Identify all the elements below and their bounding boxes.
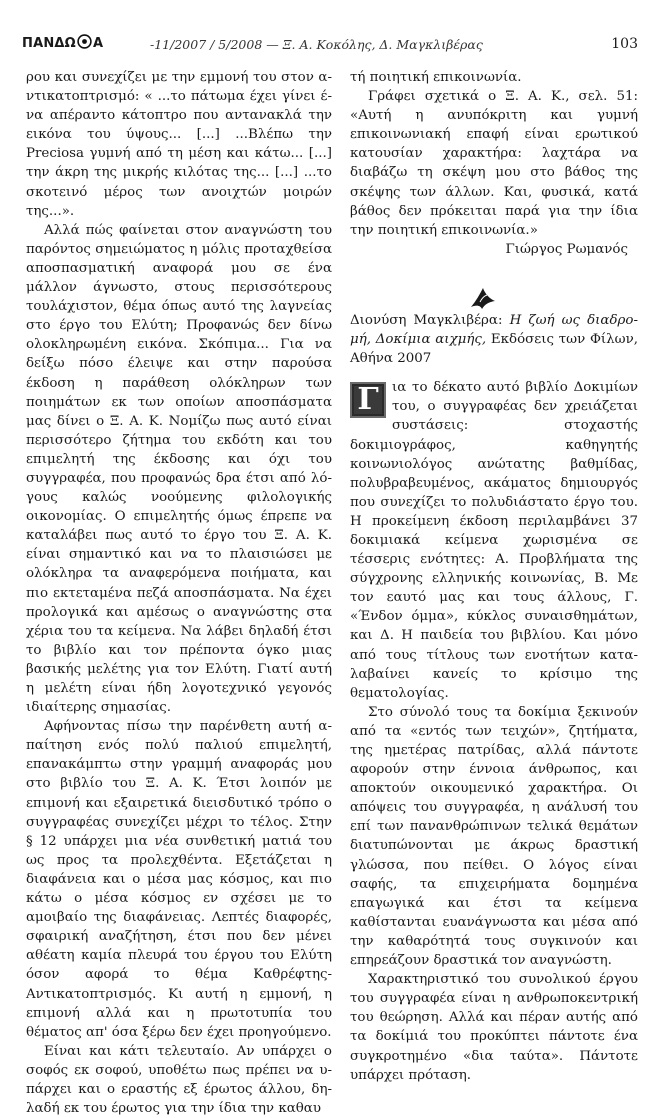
logo-circle-icon [77, 34, 92, 53]
book-title: Η ζωή ως διαδρομή, Δοκίμια αιχμής, [350, 312, 638, 348]
review-signature: Γιώργος Ρωμανός [505, 241, 628, 257]
left-column [26, 68, 332, 1118]
quote-paragraph: Γράφει σχετικά ο Ξ. Α. Κ., σελ. 51: «Αυτή η ανυπόκριτη και γυμνή επικοινωνιακή επαφή είναι ερωτικού κατουσίαν χαρακτήρα: λαχτάρα να διαβάζω τη σκέψη μου στο βάθος της σκέψης των άλλων. Και, φυσικά, κατά βάθος δεν πρόκειται παρά για την ίδια την ποιητική επικοινωνία.» [350, 89, 638, 238]
journal-logo [22, 34, 103, 53]
first-paragraph-text: ια το δέκατο αυτό βιβλίο Δοκιμίων του, ο συγγραφέας δεν χρειάζεται συστάσεις: στοχαστής δοκιμιογράφος, καθηγητής κοινωνιολόγος ανώτατης βαθμίδας, πολυβραβευμένος, ακάματος δημιουργός που συνεχίζει το πολυδιάστατο έργο του. Η προκείμενη έκδοση περιλαμβάνει 37 δοκιμιακά κείμενα χωρισμένα σε τέσσερις ενότητες: Α. Προβλήματα της σύγχρονης ελληνικής κοινωνίας, Β. Με τον εαυτό μας και τους άλλους, Γ. «Ένδον όμμα», κύκλος συναισθημάτων, και Δ. Η παιδεία του βιβλίου. Και μόνο από τους τίτλους των ενοτήτων καταλαβαίνει κανείς το κρίσιμο της θεματολογίας. [350, 380, 638, 701]
book-author: Διονύση Μαγκλιβέρα: [350, 312, 510, 328]
page-number: 103 [611, 36, 638, 52]
paragraph: Είναι και κάτι τελευταίο. Αν υπάρχει ο σοφός εκ σοφού, υποθέτω πως πρέπει να υπάρχει και ο εραστής εξ έρωτος άλλου, δηλαδή εκ του έρωτος για την ίδια την καθαυ [26, 1043, 332, 1117]
paragraph: ρου και συνεχίζει με την εμμονή του στον αντικατοπτρισμό: « ...το πάτωμα έχει γίνει ένα απέραντο κάτοπτρο που αντανακλά την εικόνα του ύψους... [...] ...Βλέπω την Preciosa γυμνή από τη μέση και κάτω... [...] την άκρη της μικρής κιλότας της... [...] ...το σκοτεινό μέρος των ανοιχτών μοιρών της...». [26, 70, 332, 219]
paragraph: Αλλά πώς φαίνεται στον αναγνώστη του παρόντος σημειώματος η μόλις προταχθείσα αποσπασματική αναφορά μου σε ένα μάλλον άγνωστο, στους περισσότερους τουλάχιστον, θέμα όπως αυτό της λαγνείας στο έργο του Ελύτη; Προφανώς δεν δίνω ολοκληρωμένη εικόνα. Σκόπιμα... Για να δείξω πόσο έλειψε και στην παρούσα έκδοση η παράθεση ολόκληρων των ποιημάτων εκ των οποίων αποσπάσματα μας δίνει ο Ξ. Α. Κ. Νομίζω πως αυτό είναι περισσότερο ζήτημα του εκδότη και του επιμελητή της έκδοσης και όχι του συγγραφέα, που προφανώς δρα έτσι από λόγους καλώς νοούμενης φιλολογικής οικονομίας. Ο επιμελητής όμως έπρεπε να καταλάβει πως αυτό το έργο του Ξ. Α. Κ. είναι σημαντικό και να το πλαισιώσει με ολόκληρα τα αναφερόμενα ποιήματα, και πιο εκτεταμένα πεζά αποσπάσματα. Να έχει προλογικά και αμέσως ο αναγνώστης στα χέρια του τα κείμενα. Να λάβει δηλαδή έτσι το βιβλίο και τον πρέποντα όγκο μιας βασικής μελέτης για τον Ελύτη. Γιατί αυτή η μελέτη είναι ήδη λογοτεχνικό γεγονός ιδιαίτερης σημασίας. [26, 222, 332, 716]
dropcap-letter: Γ [350, 382, 386, 418]
fleuron-ornament-icon [468, 285, 498, 311]
running-head: -11/2007 / 5/2008 — Ξ. Α. Κοκόλης, Δ. Μαγκλιβέρας [150, 37, 483, 52]
logo-text-left: ΠΑΝΔΩ [22, 36, 76, 51]
right-column [350, 68, 638, 1085]
page-header [22, 34, 638, 54]
review-first-paragraph [350, 378, 638, 703]
logo-text-right: Α [92, 36, 104, 51]
paragraph-continuation: τή ποιητική επικοινωνία. [350, 70, 522, 85]
book-publisher: Εκδόσεις των Φίλων, Αθήνα 2007 [350, 332, 638, 367]
book-reference [350, 311, 638, 378]
paragraph: Χαρακτηριστικό του συνολικού έργου του συγγραφέα είναι η ανθρωποκεντρική του θεώρηση. Αλλά και πέραν αυτής από τα δοκίμιά του προκύπτει πάντοτε ένα συγκροτημένο «δια ταύτα». Πάντοτε υπάρχει πρόταση. [350, 972, 638, 1083]
paragraph: Αφήνοντας πίσω την παρένθετη αυτή απαίτηση ενός πολύ παλιού επιμελητή, επανακάμπτω στην γραμμή αναφοράς μου στο βιβλίο του Ξ. Α. Κ. Έτσι λοιπόν με επιμονή και εξαιρετικά διεισδυτικό τρόπο ο συγγραφέας συνεχίζει μέχρι το τέλος. Στην § 12 υπάρχει μια νέα συνθετική ματιά του ως προς τα προλεχθέντα. Εξετάζεται η διαφάνεια και ο μέσα μας κόσμος, και πιο κάτω ο μέσα κόσμος εν σχέσει με το αμοιβαίο της διαφάνειας. Λεπτές διαφορές, σφαιρική αναζήτηση, έτσι που δεν μένει αθέατη καμία πλευρά του έργου του Ελύτη όσον αφορά το θέμα Καθρέφτης-Αντικατοπτρισμός. Κι αυτή η εμμονή, η επιμονή αλλά και η πρωτοτυπία του θέματος απ' όσα ξέρω δεν έχει προηγούμενο. [26, 719, 332, 1040]
paragraph: Στο σύνολό τους τα δοκίμια ξεκινούν από τα «εντός των τειχών», ζητήματα, της ημετέρας πατρίδας, αλλά πάντοτε αφορούν στην έννοια άνθρωπος, και αποκτούν οικουμενικό χαρακτήρα. Οι απόψεις του συγγραφέα, η ανάλυσή του επί των πανανθρώπινων τελικά θεμάτων διατυπώνονται με άκρως δραστική γλώσσα, που πείθει. Ο λόγος είναι σαφής, τα επιχειρήματα δομημένα επαγωγικά και έτσι τα κείμενα καθίστανται ευανάγνωστα και μέσα από την καθαρότητά τους συγκινούν και επηρεάζουν δραστικά τον αναγνώστη. [350, 704, 638, 969]
